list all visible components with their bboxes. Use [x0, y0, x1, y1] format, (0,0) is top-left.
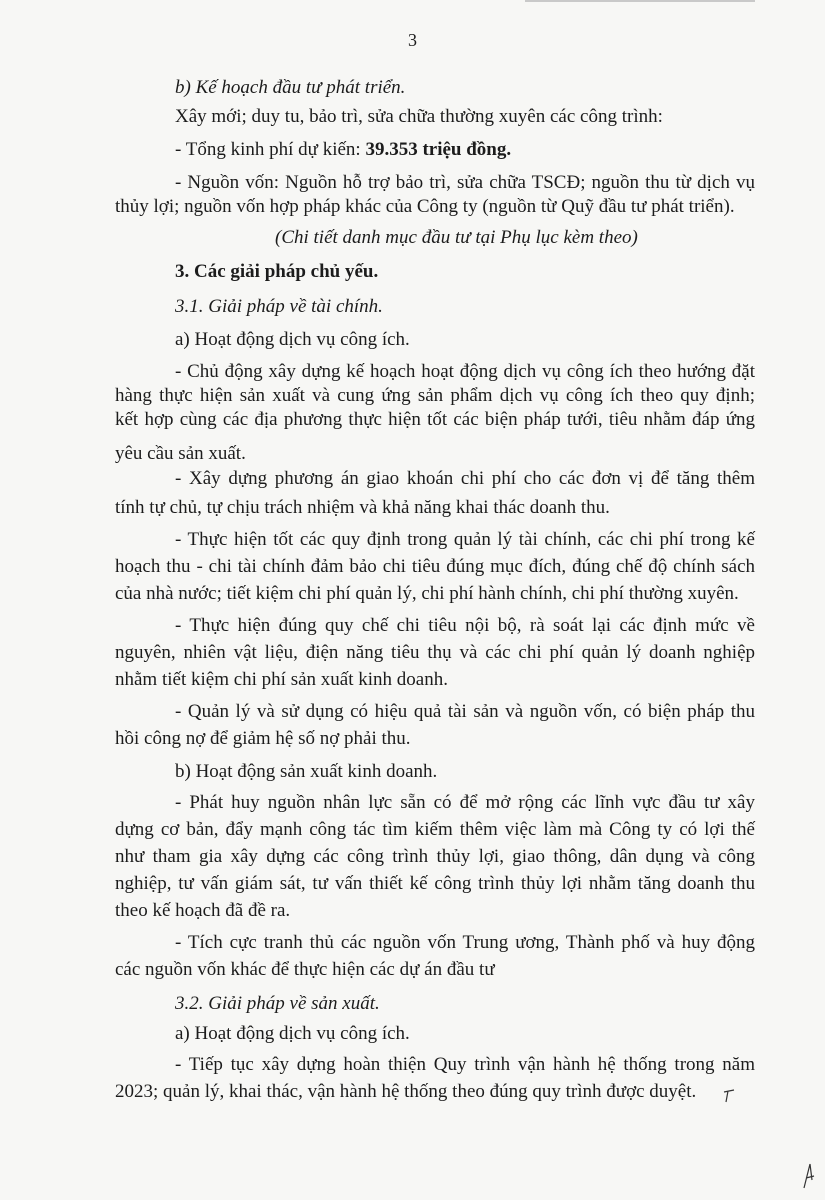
text-line: nghiệp, tư vấn giám sát, tư vấn thiết kế công trình thủy lợi nhằm tăng doanh thu	[115, 873, 755, 894]
initial-mark	[722, 1088, 736, 1104]
text-line: kết hợp cùng các địa phương thực hiện tốt các biện pháp tưới, tiêu nhằm đáp ứng	[115, 409, 755, 430]
scan-edge-line	[525, 0, 755, 2]
text-line: dựng cơ bản, đẩy mạnh công tác tìm kiếm thêm việc làm mà Công ty có lợi thế	[115, 819, 755, 840]
subsection-heading: 3.2. Giải pháp về sản xuất.	[175, 993, 380, 1014]
margin-signature-mark	[800, 1160, 818, 1190]
text-line: - Quản lý và sử dụng có hiệu quả tài sản và nguồn vốn, có biện pháp thu	[175, 701, 755, 722]
text-line: của nhà nước; tiết kiệm chi phí quản lý, chi phí hành chính, chi phí thường xuyên.	[115, 583, 739, 604]
text-line: - Nguồn vốn: Nguồn hỗ trợ bảo trì, sửa chữa TSCĐ; nguồn thu từ dịch vụ	[175, 172, 755, 193]
page-number: 3	[408, 30, 417, 50]
text-line: a) Hoạt động dịch vụ công ích.	[175, 329, 410, 350]
text-line: - Xây dựng phương án giao khoán chi phí cho các đơn vị để tăng thêm	[175, 468, 755, 489]
text-line: b) Hoạt động sản xuất kinh doanh.	[175, 761, 438, 782]
text-line: - Tổng kinh phí dự kiến: 39.353 triệu đồng.	[175, 139, 512, 160]
text-line: tính tự chủ, tự chịu trách nhiệm và khả năng khai thác doanh thu.	[115, 497, 610, 518]
text-line: - Phát huy nguồn nhân lực sẵn có để mở rộng các lĩnh vực đầu tư xây	[175, 792, 755, 813]
text-line: nguyên, nhiên vật liệu, điện năng tiêu thụ và các chi phí quản lý doanh nghiệp	[115, 642, 755, 663]
text-line: nhằm tiết kiệm chi phí sản xuất kinh doanh.	[115, 669, 448, 690]
text-line: hoạch thu - chi tài chính đảm bảo chi tiêu đúng mục đích, đúng chế độ chính sách	[115, 556, 755, 577]
text-line: hàng thực hiện sản xuất và cung ứng sản phẩm dịch vụ công ích theo quy định;	[115, 385, 755, 406]
text-line: - Tiếp tục xây dựng hoàn thiện Quy trình vận hành hệ thống trong năm	[175, 1054, 755, 1075]
section-3-heading: 3. Các giải pháp chủ yếu.	[175, 261, 379, 282]
text-line: - Chủ động xây dựng kế hoạch hoạt động dịch vụ công ích theo hướng đặt	[175, 361, 755, 382]
section-b-heading: b) Kế hoạch đầu tư phát triển.	[175, 77, 406, 98]
text-line: Xây mới; duy tu, bảo trì, sửa chữa thường xuyên các công trình:	[175, 106, 663, 127]
subsection-heading: 3.1. Giải pháp về tài chính.	[175, 296, 383, 317]
text-line: a) Hoạt động dịch vụ công ích.	[175, 1023, 410, 1044]
appendix-note: (Chi tiết danh mục đầu tư tại Phụ lục kèm theo)	[275, 227, 638, 248]
text-line: hồi công nợ để giảm hệ số nợ phải thu.	[115, 728, 411, 749]
total-cost-value: 39.353 triệu đồng.	[365, 139, 512, 160]
text-line: - Tích cực tranh thủ các nguồn vốn Trung ương, Thành phố và huy động	[175, 932, 755, 953]
text-line: 2023; quản lý, khai thác, vận hành hệ thống theo đúng quy trình được duyệt.	[115, 1081, 697, 1102]
text-line: thủy lợi; nguồn vốn hợp pháp khác của Công ty (nguồn từ Quỹ đầu tư phát triển).	[115, 196, 735, 217]
text-line: - Thực hiện đúng quy chế chi tiêu nội bộ, rà soát lại các định mức về	[175, 615, 755, 636]
text-line: yêu cầu sản xuất.	[115, 443, 246, 464]
text-line: các nguồn vốn khác để thực hiện các dự án đầu tư	[115, 959, 495, 980]
text-line: - Thực hiện tốt các quy định trong quản lý tài chính, các chi phí trong kế	[175, 529, 755, 550]
text-line: theo kế hoạch đã đề ra.	[115, 900, 291, 921]
text-line: như tham gia xây dựng các công trình thủy lợi, giao thông, dân dụng và công	[115, 846, 755, 867]
